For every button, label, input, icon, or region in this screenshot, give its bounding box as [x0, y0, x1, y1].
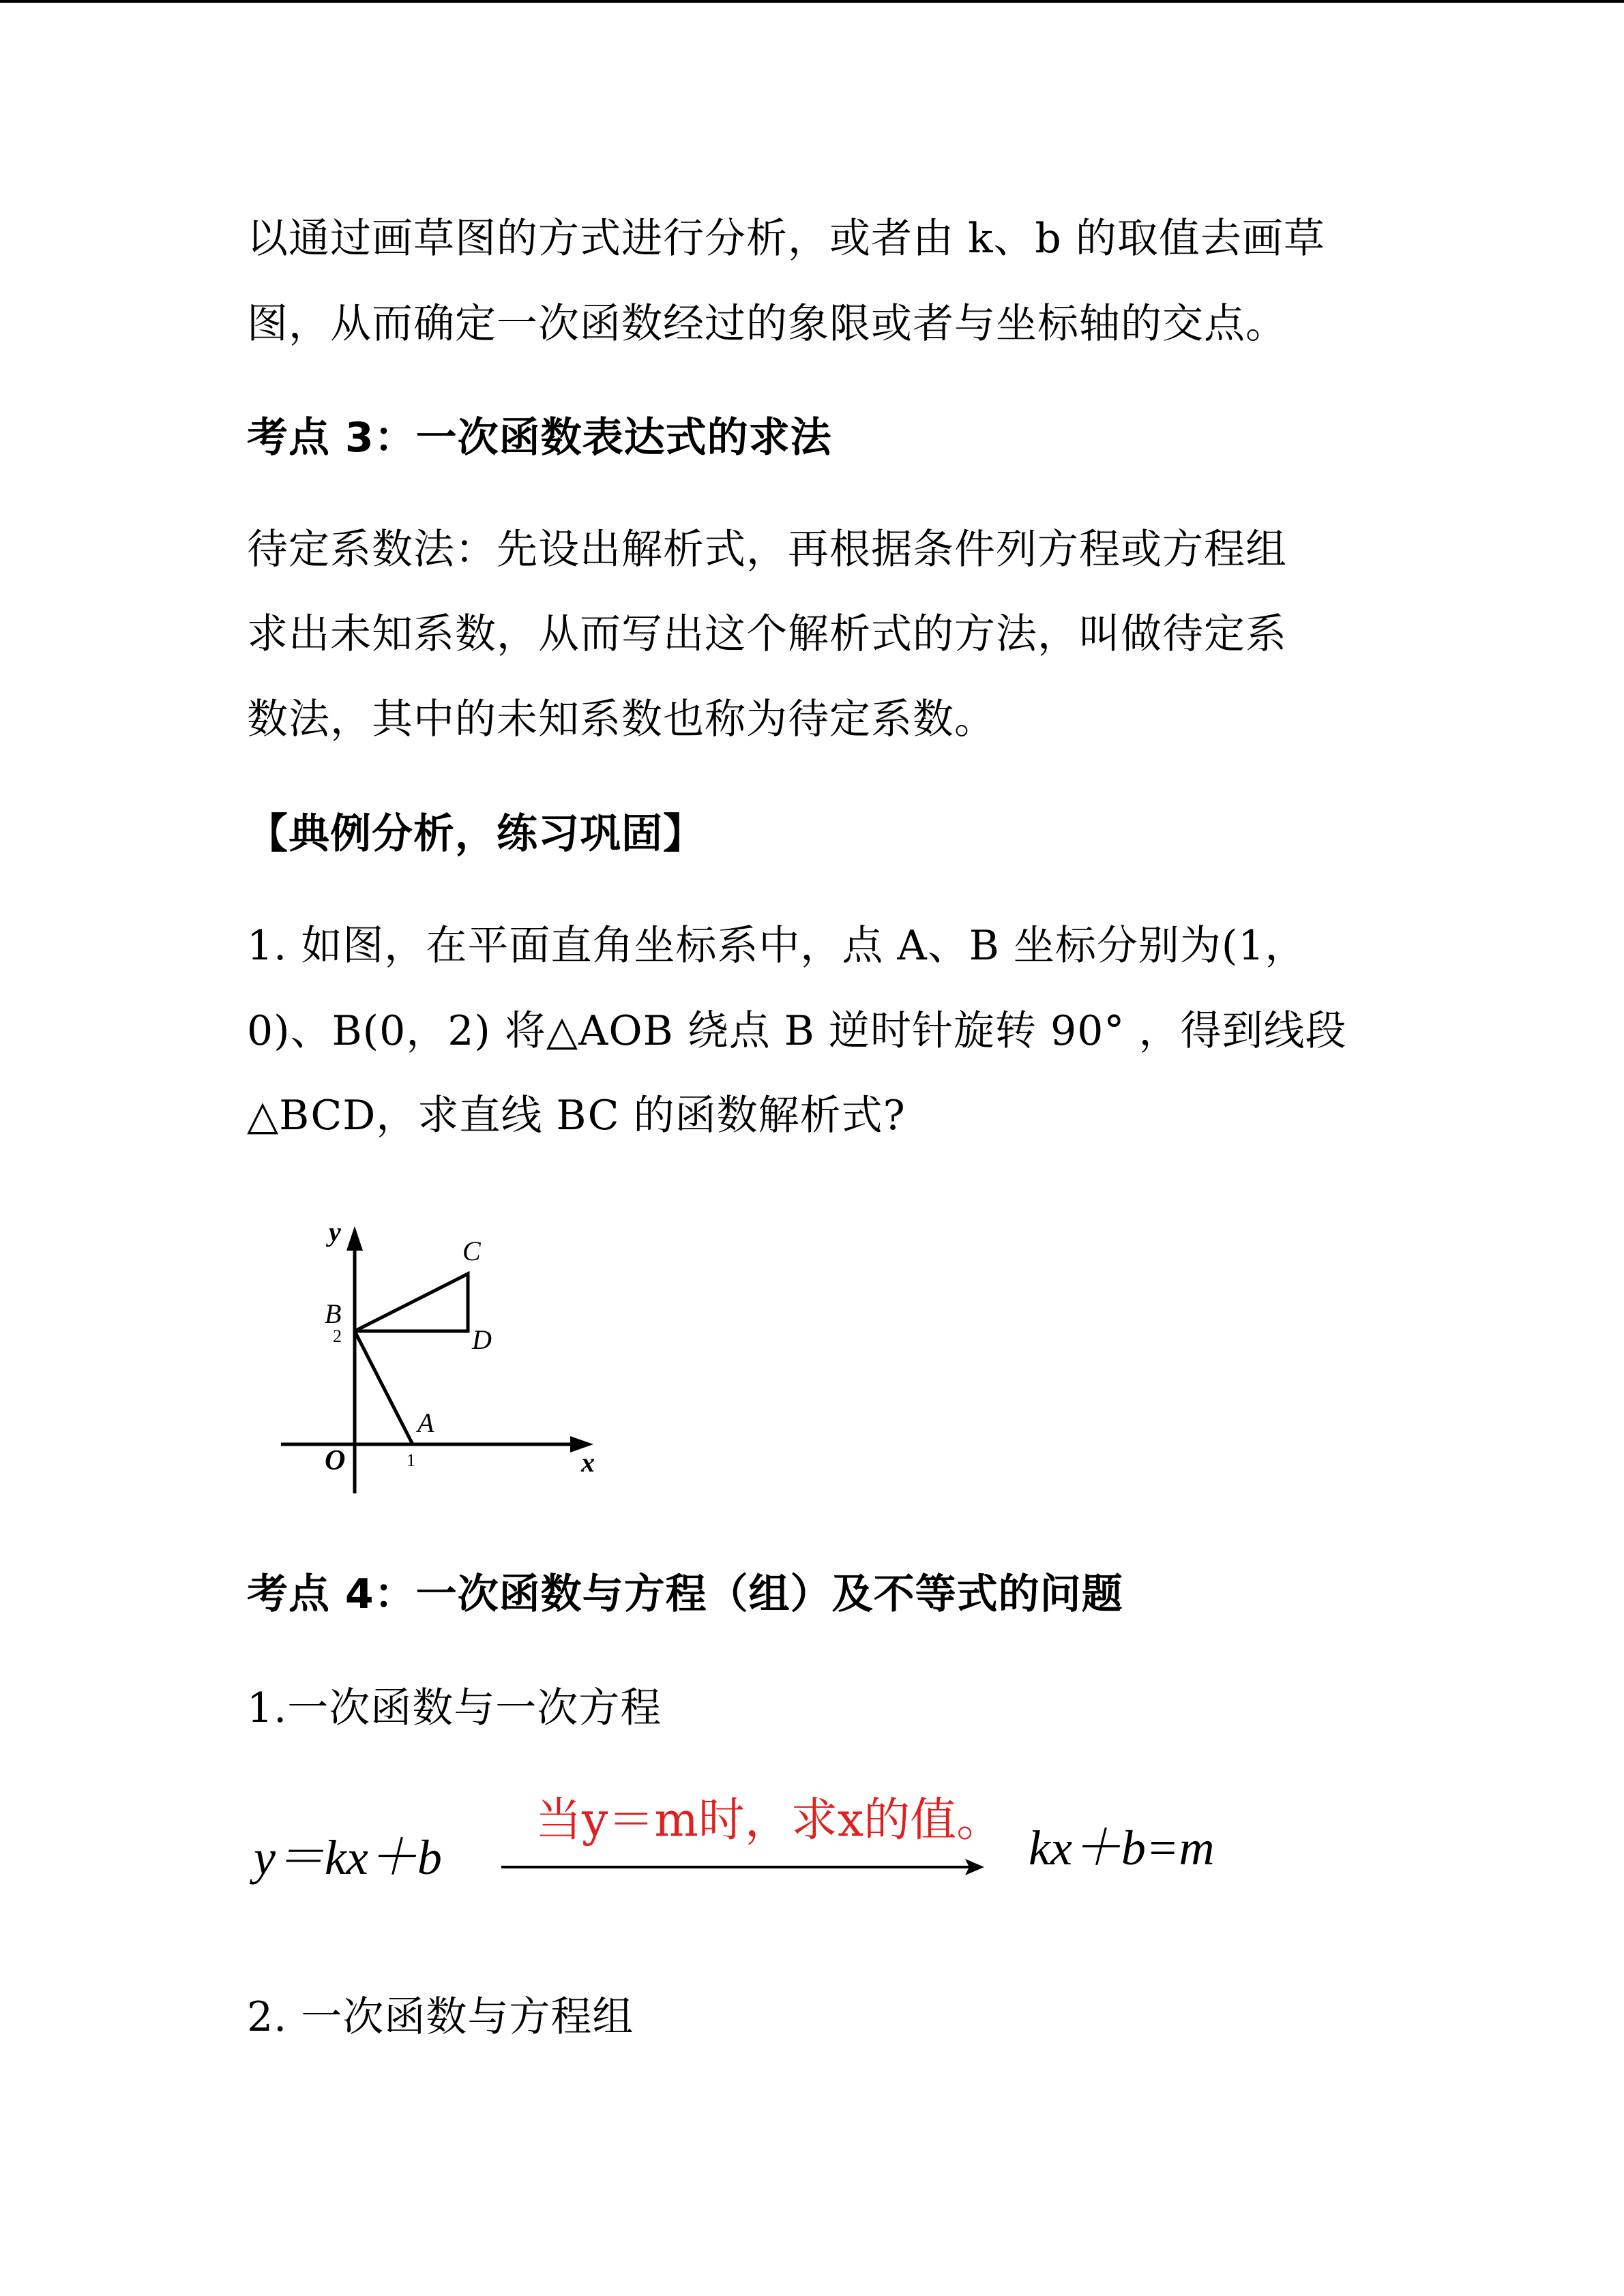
formula-left: y＝kx＋b — [254, 1830, 442, 1885]
label-c: C — [462, 1236, 481, 1266]
triangle-bcd — [355, 1274, 468, 1331]
paragraph-line: 数法，其中的未知系数也称为待定系数。 — [247, 696, 996, 743]
label-b: B — [325, 1298, 342, 1329]
heading-kaodian-4: 考点 4：一次函数与方程（组）及不等式的问题 — [247, 1570, 1123, 1618]
top-border-line — [0, 0, 1624, 3]
subheading-1: 1.一次函数与一次方程 — [247, 1684, 662, 1732]
label-a: A — [417, 1407, 434, 1438]
heading-kaodian-3: 考点 3：一次函数表达式的求法 — [247, 414, 832, 462]
question-line: △BCD，求直线 BC 的函数解析式? — [247, 1092, 906, 1139]
label-y: y — [329, 1217, 341, 1247]
coordinate-figure — [273, 1207, 628, 1507]
paragraph-line: 待定系数法：先设出解析式，再根据条件列方程或方程组 — [247, 526, 1287, 573]
subheading-2: 2. 一次函数与方程组 — [247, 1993, 634, 2041]
section-title: 【典例分析，练习巩固】 — [247, 810, 705, 858]
paragraph-line: 以通过画草图的方式进行分析，或者由 k、b 的取值去画草 — [247, 215, 1325, 263]
tick-label-2: 2 — [333, 1326, 342, 1346]
question-line: 0)、B(0，2) 将△AOB 绕点 B 逆时针旋转 90° ，得到线段 — [247, 1007, 1347, 1055]
formula-condition: 当y＝m时，求x的值。 — [535, 1793, 1003, 1847]
label-o: O — [325, 1445, 346, 1476]
formula-right: kx＋b=m — [1029, 1821, 1215, 1875]
arrow-icon — [501, 1853, 986, 1881]
paragraph-line: 求出未知系数，从而写出这个解析式的方法，叫做待定系 — [247, 610, 1287, 658]
segment-ba — [355, 1331, 413, 1444]
y-axis-arrow — [346, 1226, 363, 1251]
paragraph-line: 图，从而确定一次函数经过的象限或者与坐标轴的交点。 — [247, 300, 1287, 348]
label-x: x — [581, 1447, 595, 1478]
label-d: D — [472, 1324, 492, 1355]
tick-label-1: 1 — [407, 1450, 415, 1470]
question-line: 1. 如图，在平面直角坐标系中，点 A、B 坐标分别为(1， — [247, 922, 1307, 970]
